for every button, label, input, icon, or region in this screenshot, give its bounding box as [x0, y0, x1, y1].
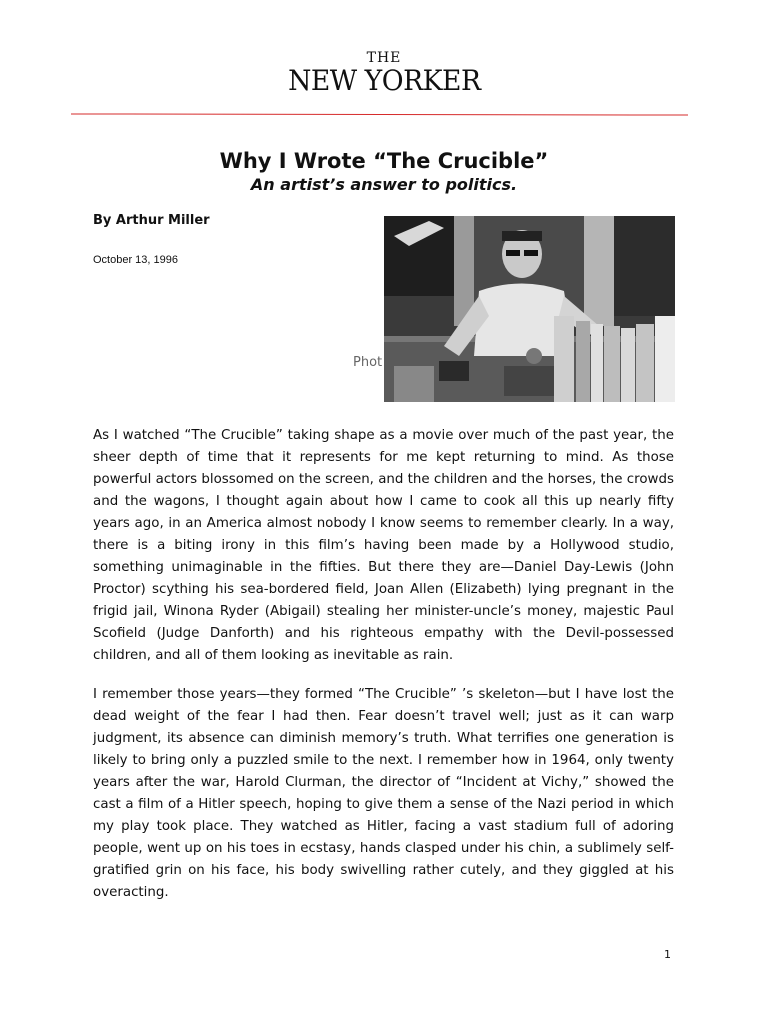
header-rule	[71, 113, 688, 115]
article-paragraph: As I watched “The Crucible” taking shape as a movie over much of the past year, the sheer depth of time that it represents for me kept returning to mind. As those powerful actors blossomed on the screen, and the children and the horses, the crowds and the wagons, I thought again about how I came to cook all this up nearly fifty years ago, in an America almost nobody I know seems to remember clearly. In a way, there is a biting irony in this film’s having been made by a Hollywood studio, something unimaginable in the fifties. But there they are—Daniel Day-Lewis (John Proctor) scything his sea-bordered field, Joan Allen (Elizabeth) lying pregnant in the frigid jail, Winona Ryder (Abigail) stealing her minister-uncle’s money, majestic Paul Scofield (Judge Danforth) and his righteous empathy with the Devil-possessed children, and all of them looking as inevitable as rain.	[93, 428, 674, 663]
article-title: Why I Wrote “The Crucible”	[219, 149, 549, 173]
author-photo	[384, 216, 675, 402]
photo-caption: Phot	[353, 355, 383, 370]
masthead-the: THE	[366, 50, 402, 66]
article-body	[93, 425, 674, 921]
article-paragraph: I remember those years—they formed “The Crucible” ’s skeleton—but I have lost the dead weight of the fear I had then. Fear doesn’t travel well; just as it can warp judgment, its absence can diminish memory’s truth. What terrifies one generation is likely to bring only a puzzled smile to the next. I remember how in 1964, only twenty years after the war, Harold Clurman, the director of “Incident at Vichy,” showed the cast a film of a Hitler speech, hoping to give them a sense of the Nazi period in which my play took place. They watched as Hitler, facing a vast stadium full of adoring people, went up on his toes in ecstasy, hands clasped under his chin, a sublimely self-gratified grin on his face, his body swivelling rather cutely, and they giggled at his overacting.	[93, 687, 674, 900]
byline: By Arthur Miller	[93, 213, 210, 228]
masthead-name: NEW YORKER	[287, 64, 481, 97]
article-subtitle: An artist’s answer to politics.	[250, 175, 518, 194]
page-number: 1	[664, 948, 671, 961]
publication-date: October 13, 1996	[93, 254, 179, 266]
masthead-logo	[0, 50, 768, 96]
